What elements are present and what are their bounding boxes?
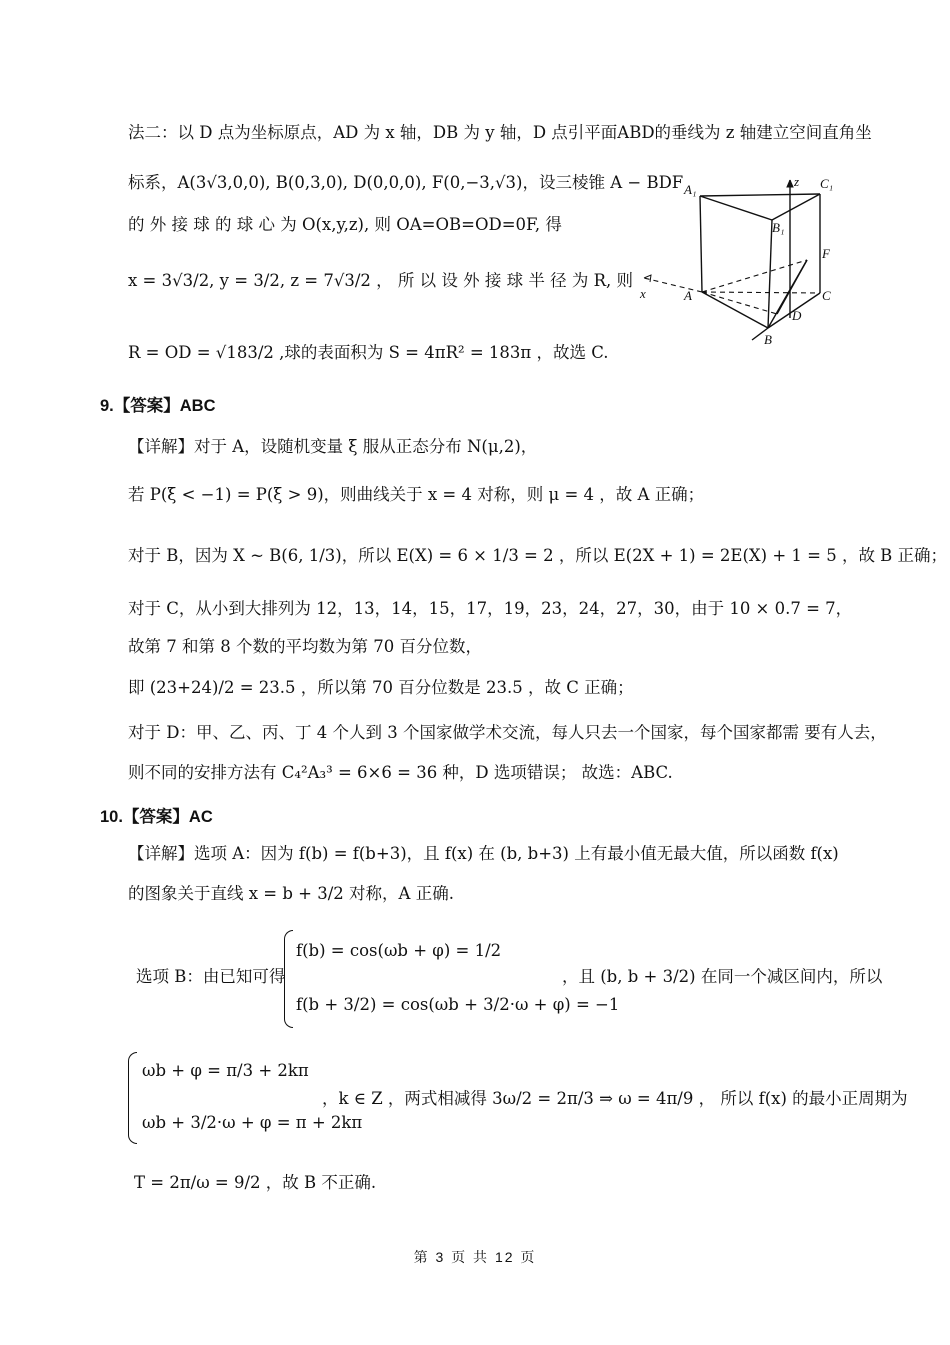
edge-a-d-hidden bbox=[702, 292, 777, 314]
edge-a-c-hidden bbox=[702, 292, 820, 293]
q10-option-b-intro: 选项 B：由已知可得 bbox=[136, 967, 286, 986]
q9-answer: 9.【答案】ABC bbox=[100, 397, 216, 415]
q9-detail-7: 对于 D：甲、乙、丙、丁 4 个人到 3 个国家做学术交流，每人只去一个国家，每个国家都需 要有人去， bbox=[128, 723, 887, 742]
label-f: F bbox=[822, 246, 830, 261]
z-arrow-head bbox=[787, 180, 793, 187]
label-c: C bbox=[822, 288, 831, 303]
system-brace-2 bbox=[128, 1052, 137, 1144]
edge-a-b bbox=[702, 292, 768, 328]
q10-answer: 10.【答案】AC bbox=[100, 808, 213, 826]
q9-detail-6: 即 (23+24)/2 = 23.5 ，所以第 70 百分位数是 23.5 ，故 C 正确； bbox=[128, 678, 634, 697]
label-c1: C₁ bbox=[820, 176, 834, 191]
q10-detail-2: 的图象关于直线 x = b + 3/2 对称，A 正确. bbox=[128, 884, 454, 903]
q10-system-eq-1: f(b) = cos(ωb + φ) = 1/2 bbox=[296, 941, 502, 960]
q10-detail-5: T = 2π/ω = 9/2 ，故 B 不正确. bbox=[134, 1173, 377, 1192]
q10-system2-eq-1: ωb + φ = π/3 + 2kπ bbox=[142, 1061, 309, 1080]
q10-system-eq-2: f(b + 3/2) = cos(ωb + 3/2·ω + φ) = −1 bbox=[296, 995, 620, 1014]
q9-detail-8: 则不同的安排方法有 C₄²A₃³ = 6×6 = 36 种，D 选项错误； 故选：ABC. bbox=[128, 763, 673, 782]
page-footer: 第 3 页 共 12 页 bbox=[413, 1249, 537, 1265]
q9-detail-3: 对于 B，因为 X ~ B(6, 1/3)，所以 E(X) = 6 × 1/3 = 2 ，所以 E(2X + 1) = 2E(X) + 1 = 5 ，故 B 正确； bbox=[128, 546, 948, 565]
label-a: A bbox=[684, 288, 692, 303]
sol8-alt-line-1: 法二：以 D 点为坐标原点，AD 为 x 轴，DB 为 y 轴，D 点引平面ABD的垂线为 z 轴建立空间直角坐 bbox=[128, 123, 872, 142]
q9-detail-4: 对于 C，从小到大排列为 12，13，14，15，17，19，23，24，27，30，由于 10 × 0.7 = 7， bbox=[128, 599, 853, 618]
q10-option-b-continue: ，且 (b, b + 3/2) 在同一个减区间内，所以 bbox=[562, 967, 883, 986]
sol8-alt-line-4: x = 3√3/2, y = 3/2, z = 7√3/2 ， 所 以 设 外 接 球 半 径 为 R, 则 bbox=[128, 271, 634, 290]
label-d: D bbox=[792, 308, 802, 323]
system-brace bbox=[284, 930, 293, 1028]
label-b: B bbox=[764, 332, 772, 347]
edge-a1-a bbox=[700, 196, 702, 292]
sol8-alt-line-2: 标系，A(3√3,0,0), B(0,3,0), D(0,0,0), F(0,−3,√3)，设三棱锥 A − BDF bbox=[128, 173, 684, 192]
x-axis bbox=[644, 278, 702, 292]
label-z: z bbox=[794, 174, 800, 189]
label-x: x bbox=[640, 286, 646, 301]
q9-detail-1: 【详解】对于 A，设随机变量 ξ 服从正态分布 N(μ,2)， bbox=[128, 437, 538, 456]
edge-a1-b1 bbox=[700, 196, 772, 220]
q10-detail-1: 【详解】选项 A：因为 f(b) = f(b+3)，且 f(x) 在 (b, b+3) 上有最小值无最大值，所以函数 f(x) bbox=[128, 844, 839, 863]
sol8-alt-line-5: R = OD = √183/2 ,球的表面积为 S = 4πR² = 183π ，故选 C. bbox=[128, 343, 609, 362]
label-a1: A₁ bbox=[684, 182, 697, 197]
q10-system2-continue: ，k ∈ Z ，两式相减得 3ω/2 = 2π/3 ⇒ ω = 4π/9 ， 所以 f(x) 的最小正周期为 bbox=[322, 1089, 908, 1108]
label-b1: B₁ bbox=[772, 220, 785, 235]
q9-detail-2: 若 P(ξ < −1) = P(ξ > 9)，则曲线关于 x = 4 对称，则 μ = 4 ，故 A 正确； bbox=[128, 485, 705, 504]
prism-figure bbox=[632, 168, 842, 353]
sol8-alt-line-3: 的 外 接 球 的 球 心 为 O(x,y,z), 则 OA=OB=OD=0F, 得 bbox=[128, 215, 562, 234]
q10-system2-eq-2: ωb + 3/2·ω + φ = π + 2kπ bbox=[142, 1113, 363, 1132]
q9-detail-5: 故第 7 和第 8 个数的平均数为第 70 百分位数， bbox=[128, 637, 482, 656]
edge-b1-c1 bbox=[772, 194, 820, 220]
edge-a1-c1 bbox=[700, 194, 820, 196]
